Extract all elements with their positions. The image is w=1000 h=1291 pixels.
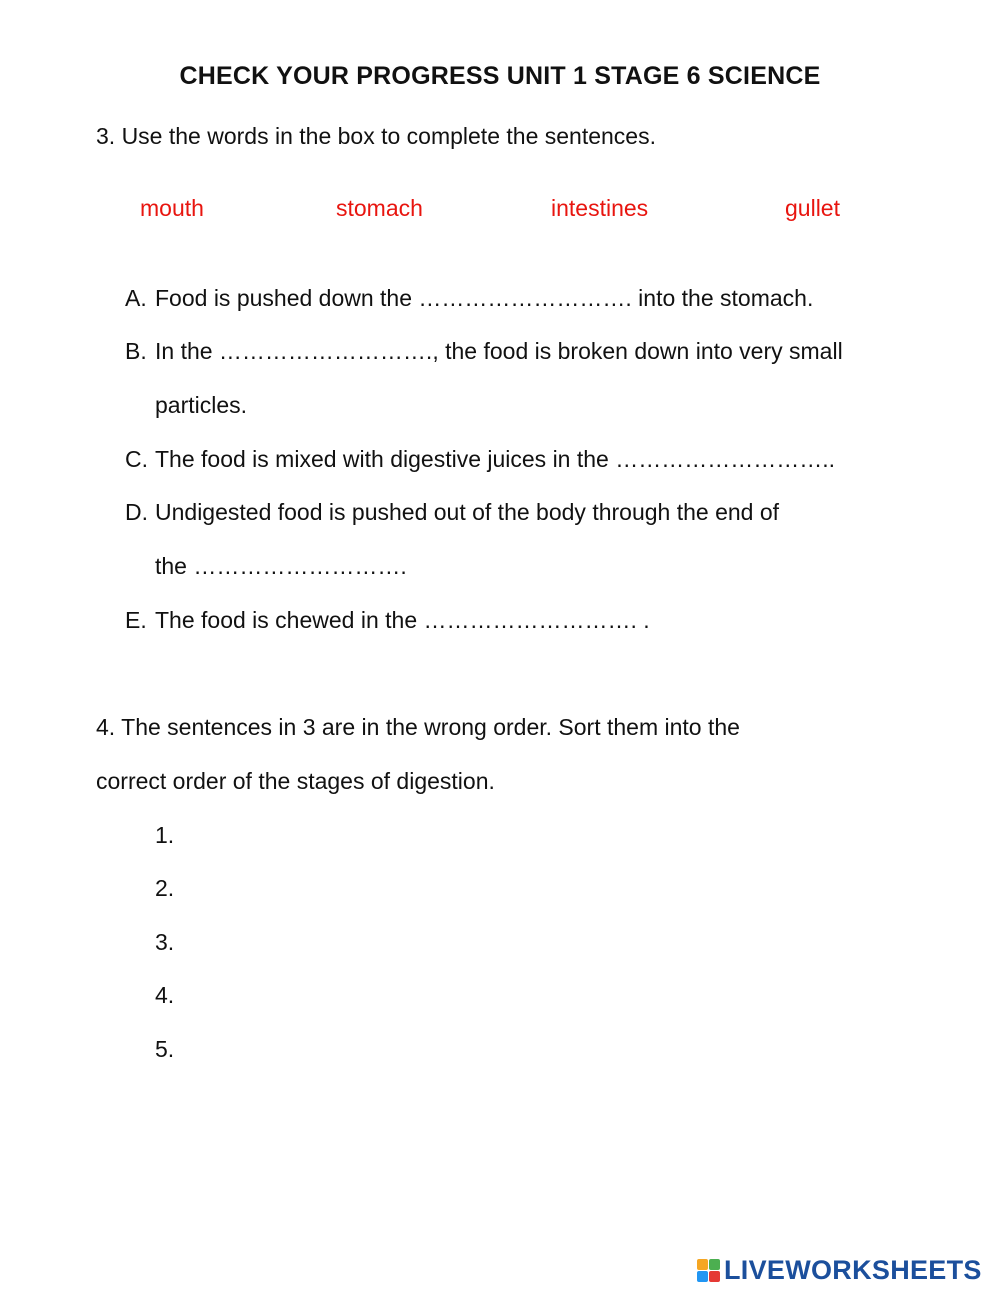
- sentence-letter: E.: [125, 607, 147, 633]
- order-number[interactable]: 4.: [155, 982, 175, 1008]
- sentence-c: [125, 444, 835, 474]
- order-number[interactable]: 2.: [155, 875, 175, 901]
- logo-text: LIVEWORKSHEETS: [724, 1254, 982, 1285]
- question-4-prompt-line-1: 4. The sentences in 3 are in the wrong order. Sort them into the: [96, 714, 740, 740]
- sentence-letter: D.: [125, 499, 148, 525]
- sentence-d: [125, 497, 779, 527]
- sentence-letter: A.: [125, 285, 147, 311]
- sentence-letter: C.: [125, 446, 148, 472]
- sentence-text: Undigested food is pushed out of the body through the end of: [155, 499, 780, 525]
- question-3-prompt: 3. Use the words in the box to complete the sentences.: [96, 123, 656, 149]
- sentence-text: The food is mixed with digestive juices in the ………………………..: [155, 446, 836, 472]
- sentence-text: Food is pushed down the ………………………. into the stomach.: [155, 285, 814, 311]
- word-box-item[interactable]: gullet: [785, 195, 840, 221]
- liveworksheets-logo: [697, 1253, 982, 1287]
- question-4-prompt-line-2: correct order of the stages of digestion.: [96, 768, 495, 794]
- sentence-e: [125, 605, 650, 635]
- order-number[interactable]: 1.: [155, 822, 175, 848]
- word-box-item[interactable]: intestines: [551, 195, 649, 221]
- sentence-b-continuation: particles.: [155, 392, 248, 418]
- sentence-b: [125, 336, 843, 366]
- liveworksheets-icon: [697, 1259, 720, 1282]
- sentence-text: The food is chewed in the ………………………. .: [155, 607, 650, 633]
- worksheet-title: CHECK YOUR PROGRESS UNIT 1 STAGE 6 SCIENCE: [179, 62, 821, 90]
- word-box-item[interactable]: mouth: [140, 195, 204, 221]
- sentence-d-continuation: the ……………………….: [155, 553, 407, 579]
- sentence-letter: B.: [125, 338, 147, 364]
- sentence-text: In the ………………………., the food is broken down into very small: [155, 338, 843, 364]
- order-number[interactable]: 5.: [155, 1036, 175, 1062]
- word-box-item[interactable]: stomach: [336, 195, 423, 221]
- sentence-a: [125, 283, 813, 313]
- order-number[interactable]: 3.: [155, 929, 175, 955]
